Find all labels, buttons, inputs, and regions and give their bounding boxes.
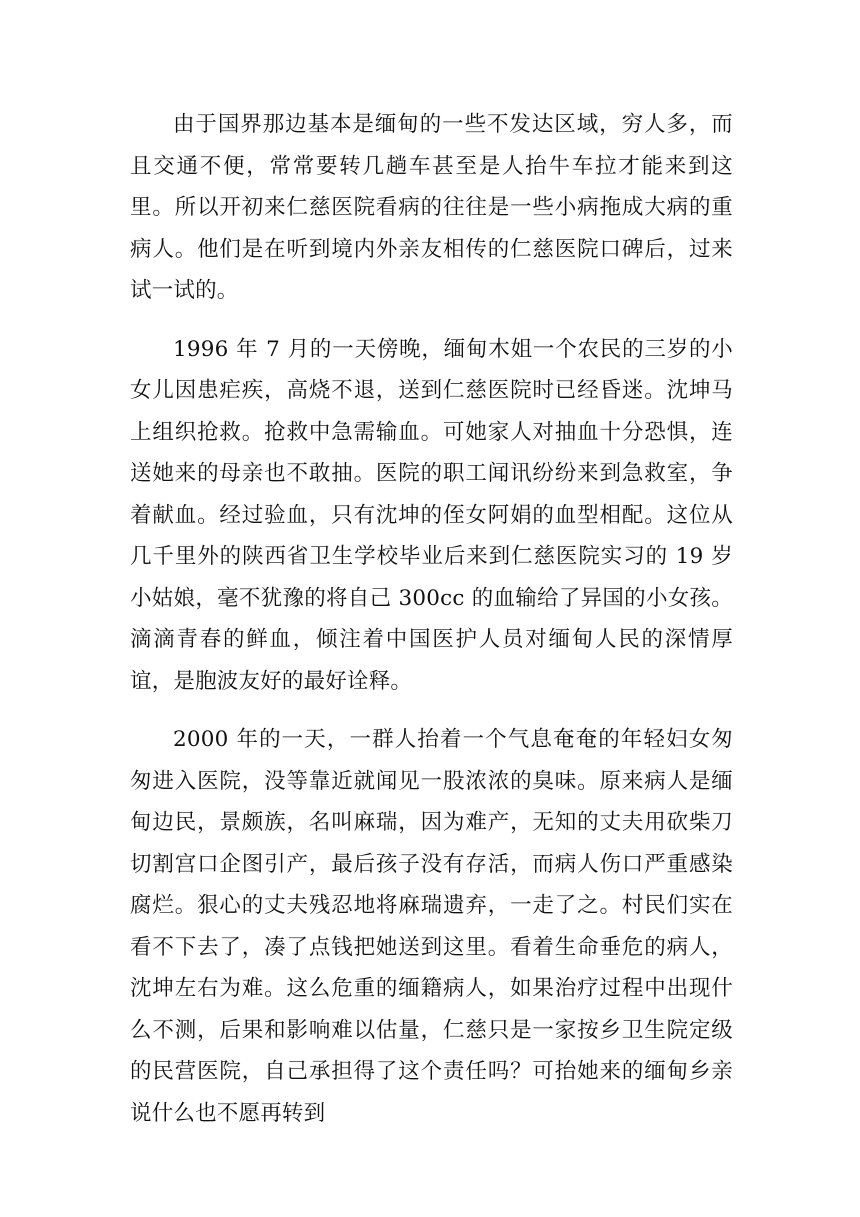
- paragraph-2: 1996 年 7 月的一天傍晚，缅甸木姐一个农民的三岁的小女儿因患疟疾，高烧不退，送到仁慈医院时已经昏迷。沈坤马上组织抢救。抢救中急需输血。可她家人对抽血十分恐惧，连送她来的母亲也不敢抽。医院的职工闻讯纷纷来到急救室，争着献血。经过验血，只有沈坤的侄女阿娟的血型相配。这位从几千里外的陕西省卫生学校毕业后来到仁慈医院实习的 19 岁小姑娘，毫不犹豫的将自己 300cc 的血输给了异国的小女孩。滴滴青春的鲜血，倾注着中国医护人员对缅甸人民的深情厚谊，是胞波友好的最好诠释。: [130, 336, 733, 694]
- body-text: [130, 104, 733, 1151]
- paragraph-1: 由于国界那边基本是缅甸的一些不发达区域，穷人多，而且交通不便，常常要转几趟车甚至是人抬牛车拉才能来到这里。所以开初来仁慈医院看病的往往是一些小病拖成大病的重病人。他们是在听到境内外亲友相传的仁慈医院口碑后，过来试一试的。: [130, 112, 733, 303]
- paragraph-3: 2000 年的一天，一群人抬着一个气息奄奄的年轻妇女匆匆进入医院，没等靠近就闻见一股浓浓的臭味。原来病人是缅甸边民，景颇族，名叫麻瑞，因为难产，无知的丈夫用砍柴刀切割宫口企图引产，最后孩子没有存活，而病人伤口严重感染腐烂。狠心的丈夫残忍地将麻瑞遗弃，一走了之。村民们实在看不下去了，凑了点钱把她送到这里。看着生命垂危的病人，沈坤左右为难。这么危重的缅籍病人，如果治疗过程中出现什么不测，后果和影响难以估量，仁慈只是一家按乡卫生院定级的民营医院，自己承担得了这个责任吗？可抬她来的缅甸乡亲说什么也不愿再转到: [130, 727, 733, 1126]
